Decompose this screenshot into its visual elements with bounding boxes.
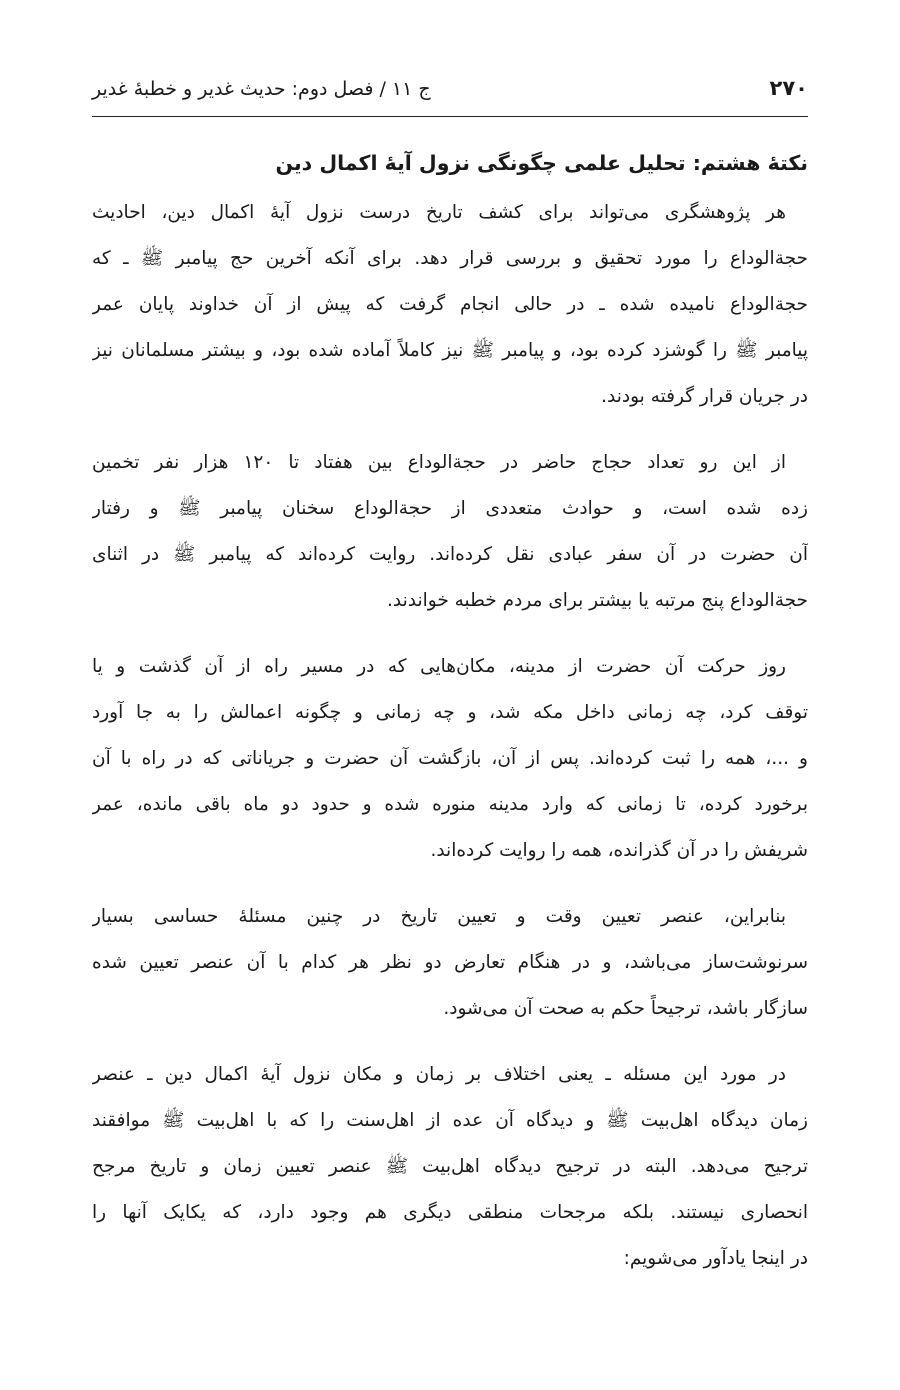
- page-number: ۲۷۰: [769, 76, 808, 100]
- text-line: حجة‌الوداع پنج مرتبه یا بیشتر برای مردم خطبه خواندند.: [387, 590, 808, 611]
- text-line: انحصاری نیستند. بلکه مرجحات منطقی دیگری هم وجود دارد، که یکایک آنها را: [92, 1202, 808, 1223]
- text-line: زمان دیدگاه اهل‌بیت ﷺ و دیدگاه آن عده از اهل‌سنت را که با اهل‌بیت ﷺ موافقند: [92, 1110, 808, 1131]
- text-line: زده شده است، و حوادث متعددی از حجة‌الوداع سخنان پیامبر ﷺ و رفتار: [92, 498, 808, 519]
- paragraph-3: [92, 644, 808, 874]
- paragraph-2: [92, 440, 808, 624]
- text-line: در مورد این مسئله ـ یعنی اختلاف بر زمان و مکان نزول آیهٔ اکمال دین ـ عنصر: [92, 1064, 786, 1085]
- text-line: حجة‌الوداع نامیده شده ـ در حالی انجام گرفت که پیش از آن خداوند پایان عمر: [92, 294, 808, 315]
- page-header: [92, 70, 808, 117]
- text-line: برخورد کرده، تا زمانی که وارد مدینه منوره شده و حدود دو ماه باقی مانده، عمر: [92, 794, 808, 815]
- paragraph-5: [92, 1052, 808, 1282]
- book-page: [92, 0, 808, 1390]
- text-line: سرنوشت‌ساز می‌باشد، و در هنگام تعارض دو نظر هر کدام با آن عنصر تعیین شده: [92, 952, 808, 973]
- section-heading: نکتهٔ هشتم: تحلیل علمی چگونگی نزول آیهٔ اکمال دین: [275, 151, 808, 175]
- running-title: ج ۱۱ / فصل دوم: حدیث غدیر و خطبهٔ غدیر: [92, 78, 431, 100]
- paragraph-4: [92, 894, 808, 1032]
- text-line: سازگار باشد، ترجیحاً حکم به صحت آن می‌شود.: [443, 998, 808, 1019]
- text-line: و ...، همه را ثبت کرده‌اند. پس از آن، بازگشت آن حضرت و جریاناتی که در راه با آن: [92, 748, 808, 769]
- text-line: روز حرکت آن حضرت از مدینه، مکان‌هایی که در مسیر راه از آن گذشت و یا: [92, 656, 786, 677]
- text-line: شریفش را در آن گذرانده، همه را روایت کرده‌اند.: [430, 840, 808, 861]
- text-line: در جریان قرار گرفته بودند.: [601, 386, 808, 407]
- text-line: ترجیح می‌دهد. البته در ترجیح دیدگاه اهل‌بیت ﷺ عنصر تعیین زمان و تاریخ مرجح: [92, 1156, 808, 1177]
- text-line: حجة‌الوداع را مورد تحقیق و بررسی قرار دهد. برای آنکه آخرین حج پیامبر ﷺ ـ که: [92, 248, 808, 269]
- paragraph-1: [92, 190, 808, 420]
- text-line: توقف کرد، چه زمانی داخل مکه شد، و چه زمانی و چگونه اعمالش را به جا آورد: [92, 702, 808, 723]
- text-line: آن حضرت در آن سفر عبادی نقل کرده‌اند. روایت کرده‌اند که پیامبر ﷺ در اثنای: [92, 544, 808, 565]
- text-line: پیامبر ﷺ را گوشزد کرده بود، و پیامبر ﷺ نیز کاملاً آماده شده بود، و بیشتر مسلمانان نیز: [92, 340, 808, 361]
- text-line: بنابراین، عنصر تعیین وقت و تعیین تاریخ در چنین مسئلهٔ حساسی بسیار: [92, 906, 786, 927]
- text-line: از این رو تعداد حجاج حاضر در حجة‌الوداع بین هفتاد تا ۱۲۰ هزار نفر تخمین: [92, 452, 786, 473]
- body-text: [92, 190, 808, 1302]
- text-line: در اینجا یادآور می‌شویم:: [623, 1248, 808, 1269]
- text-line: هر پژوهشگری می‌تواند برای کشف تاریخ درست نزول آیهٔ اکمال دین، احادیث: [92, 202, 786, 223]
